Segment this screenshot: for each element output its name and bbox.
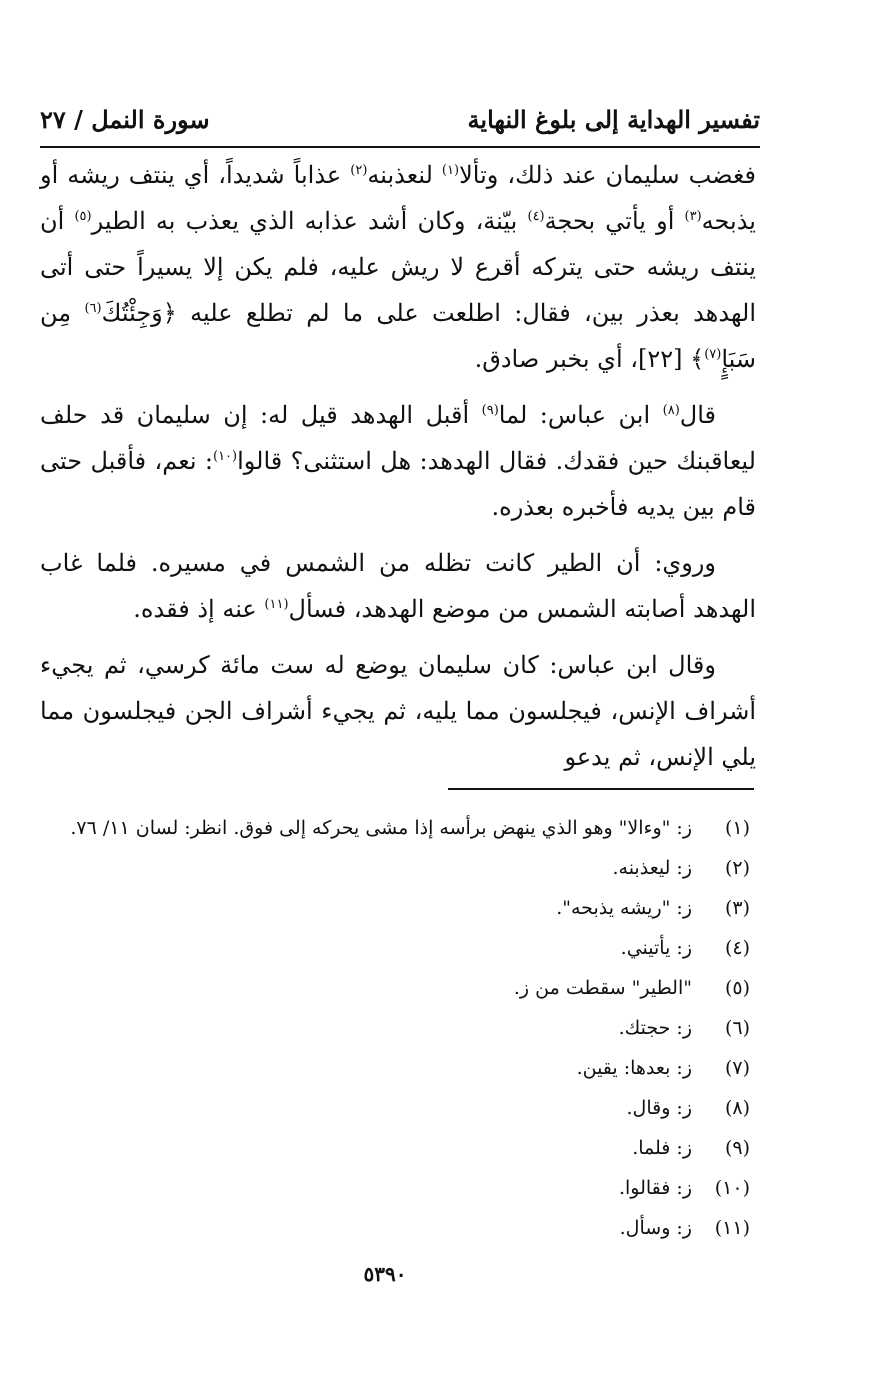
footnote-9 — [60, 1128, 750, 1168]
text-run: لنعذبنه — [367, 161, 442, 189]
footnote-11 — [60, 1208, 750, 1248]
footnote-ref-3: (٣) — [684, 209, 702, 224]
footnote-10 — [60, 1168, 750, 1208]
footnote-number: (٤) — [724, 937, 750, 959]
footnote-2 — [60, 848, 750, 888]
footnote-3 — [60, 888, 750, 928]
footnote-ref-11: (١١) — [264, 597, 289, 612]
text-run: فغضب سليمان عند ذلك، وتألا — [459, 161, 757, 189]
footnote-6 — [60, 1008, 750, 1048]
footnote-number: (١٠) — [714, 1177, 750, 1199]
text-run: بيّنة، وكان أشد عذابه الذي يعذب به الطير — [91, 207, 528, 235]
text-run: : نعم، فأقبل حتى قام بين يديه فأخبره بعذره. — [40, 447, 756, 521]
footnote-5 — [60, 968, 750, 1008]
surah-page-label: سورة النمل / ٢٧ — [40, 104, 210, 134]
footnote-number: (٦) — [724, 1017, 750, 1039]
text-run: عنه إذ فقده. — [133, 595, 265, 623]
footnote-text: ز: يأتيني. — [620, 937, 692, 959]
page-number: ٥٣٩٠ — [363, 1262, 407, 1286]
footnote-8 — [60, 1088, 750, 1128]
text-run: ابن عباس: لما — [498, 401, 663, 429]
footnote-4 — [60, 928, 750, 968]
paragraph-1 — [40, 152, 756, 382]
text-run: مِن سَبَإٍ — [40, 299, 756, 373]
paragraph-4 — [40, 642, 756, 780]
footnote-text: ز: وقال. — [626, 1097, 692, 1119]
footnote-number: (٩) — [724, 1137, 750, 1159]
footnote-text: ز: "ريشه يذبحه". — [556, 897, 692, 919]
footnote-text: ز: فلما. — [632, 1137, 692, 1159]
footnote-number: (٣) — [724, 897, 750, 919]
footnote-number: (٧) — [724, 1057, 750, 1079]
text-run: وروي: أن الطير كانت تظله من الشمس في مسيره. فلما غاب الهدهد أصابته الشمس من موضع الهدهد، فسأل — [40, 549, 756, 623]
footnotes — [60, 808, 750, 1248]
footnote-ref-5: (٥) — [74, 209, 92, 224]
main-text — [40, 152, 756, 790]
footnote-ref-7: (٧) — [704, 347, 722, 362]
footnote-text: "الطير" سقطت من ز. — [513, 977, 692, 999]
text-run: أقبل الهدهد قيل له: إن سليمان قد حلف ليعاقبنك حين فقدك. فقال الهدهد: هل استثنى؟ قالوا — [40, 401, 756, 475]
footnote-text: ز: ليعذبنه. — [612, 857, 692, 879]
book-title: تفسير الهداية إلى بلوغ النهاية — [467, 104, 760, 134]
text-run: وقال ابن عباس: كان سليمان يوضع له ست مائة كرسي، ثم يجيء أشراف الإنس، فيجلسون مما يليه، ثم يجيء أشراف الجن فيجلسون مما يلي الإنس، ثم يدعو — [40, 651, 756, 771]
footnote-number: (٨) — [724, 1097, 750, 1119]
footnote-text: ز: وسأل. — [619, 1217, 692, 1239]
footnote-number: (١) — [724, 817, 750, 839]
footnote-text: ز: "وءالا" وهو الذي ينهض برأسه إذا مشى يحركه إلى فوق. انظر: لسان ١١/ ٧٦. — [70, 817, 692, 839]
footnote-ref-10: (١٠) — [212, 449, 238, 464]
footnote-ref-2: (٢) — [350, 163, 368, 178]
footnote-text: ز: بعدها: يقين. — [576, 1057, 692, 1079]
text-run: قال — [679, 401, 716, 429]
footnote-ref-1: (١) — [441, 163, 460, 178]
footnote-text: ز: فقالوا. — [618, 1177, 692, 1199]
footnote-ref-4: (٤) — [527, 209, 545, 224]
footnote-number: (٢) — [724, 857, 750, 879]
text-run: أو يأتي بحجة — [544, 207, 685, 235]
footnote-text: ز: حجتك. — [618, 1017, 692, 1039]
paragraph-2 — [40, 392, 756, 530]
footnote-1 — [60, 808, 750, 848]
footnote-number: (١١) — [714, 1217, 750, 1239]
text-run: عذاباً شديداً، أي ينتف ريشه أو يذبحه — [40, 161, 756, 235]
text-run: أن ينتف ريشه حتى يتركه أقرع لا ريش عليه، فلم يكن إلا يسيراً حتى أتى الهدهد بعذر بين، فقال: اطلعت على ما لم تطلع عليه ﴿وَجِئْتُكَ — [40, 207, 756, 327]
footnote-separator — [448, 788, 754, 790]
running-header — [40, 92, 760, 148]
text-run: ﴾ [٢٢]، أي بخبر صادق. — [474, 345, 705, 373]
footnote-ref-8: (٨) — [662, 403, 680, 418]
footnote-7 — [60, 1048, 750, 1088]
footnote-ref-6: (٦) — [84, 301, 102, 316]
footnote-number: (٥) — [724, 977, 750, 999]
paragraph-3 — [40, 540, 756, 632]
footnote-ref-9: (٩) — [481, 403, 499, 418]
